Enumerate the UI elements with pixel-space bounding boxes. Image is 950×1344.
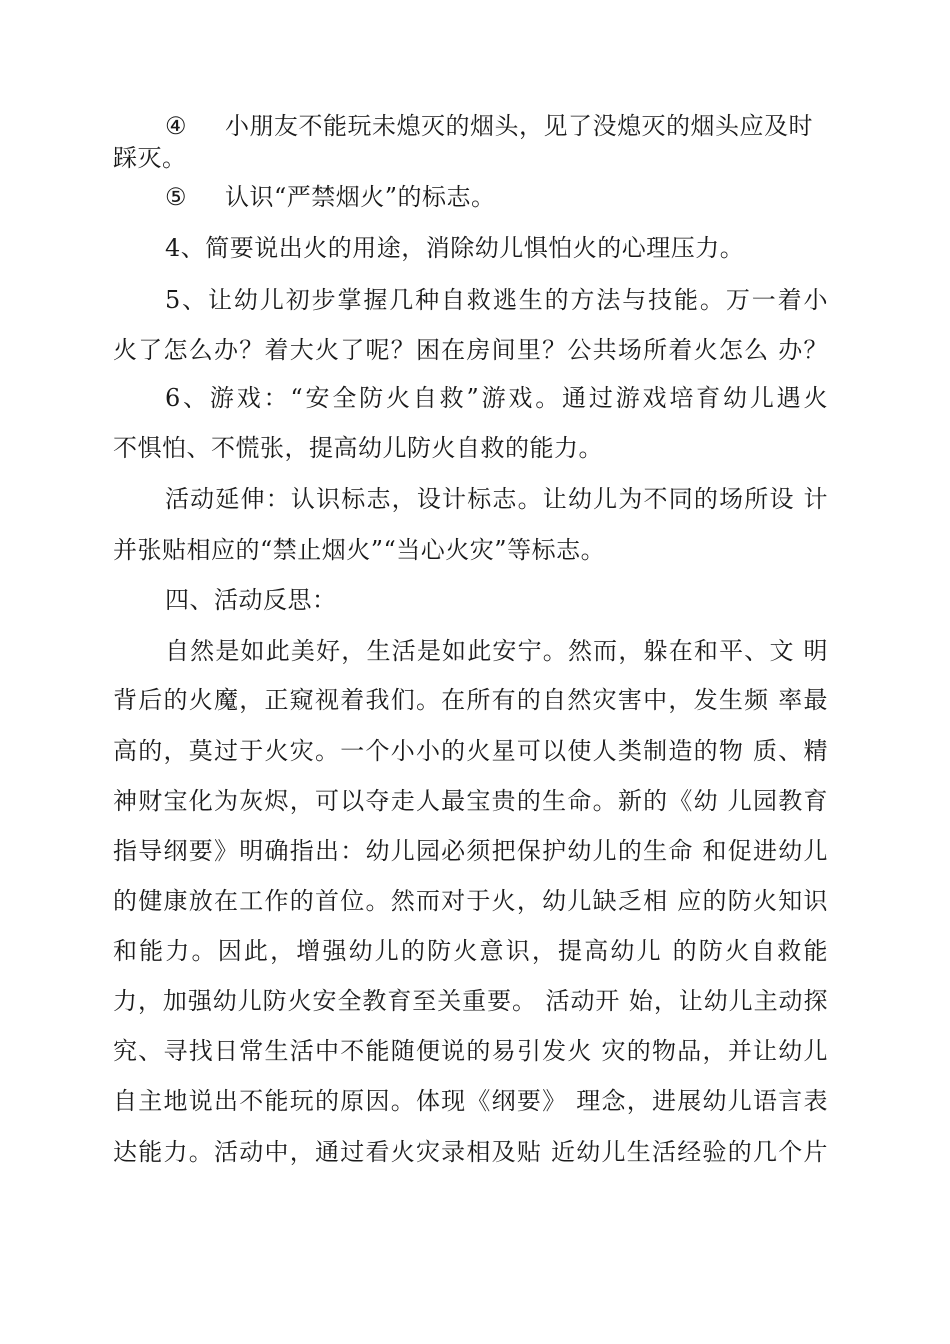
text-line: 指导纲要》明确指出：幼儿园必须把保护幼儿的生命 和促进幼儿: [113, 837, 828, 865]
paragraph-line: 活动延伸：认识标志，设计标志。让幼儿为不同的场所设 计: [165, 485, 828, 513]
text-line: 和能力。因此，增强幼儿的防火意识，提高幼儿 的防火自救能: [113, 937, 828, 965]
list-item-5: [165, 181, 828, 213]
line-text: 认识“严禁烟火”的标志。: [225, 183, 496, 211]
line-text: 小朋友不能玩未熄灭的烟头，见了没熄灭的烟头应及时: [225, 112, 813, 140]
paragraph-line: 5、让幼儿初步掌握几种自救逃生的方法与技能。万一着小: [165, 286, 828, 314]
list-item-4: [165, 110, 828, 142]
section-heading: 四、活动反思：: [165, 586, 337, 614]
text-line: 不惧怕、不慌张，提高幼儿防火自救的能力。: [113, 434, 603, 462]
circled-number-4: ④: [165, 112, 188, 140]
paragraph-line: 4、简要说出火的用途，消除幼儿惧怕火的心理压力。: [165, 234, 745, 262]
circled-number-5: ⑤: [165, 183, 188, 211]
text-line: 究、寻找日常生活中不能随便说的易引发火 灾的物品，并让幼儿: [113, 1037, 828, 1065]
paragraph-line: 自然是如此美好，生活是如此安宁。然而，躲在和平、文 明: [165, 637, 828, 665]
text-line: 的健康放在工作的首位。然而对于火，幼儿缺乏相 应的防火知识: [113, 887, 828, 915]
text-line: 高的，莫过于火灾。一个小小的火星可以使人类制造的物 质、精: [113, 737, 828, 765]
text-line: 火了怎么办？着大火了呢？困在房间里？公共场所着火怎么 办？: [113, 336, 828, 364]
text-line: 踩灭。: [113, 144, 187, 172]
text-line: 达能力。活动中，通过看火灾录相及贴 近幼儿生活经验的几个片: [113, 1138, 828, 1166]
text-line: 自主地说出不能玩的原因。体现《纲要》 理念，进展幼儿语言表: [113, 1087, 828, 1115]
text-line: 力，加强幼儿防火安全教育至关重要。 活动开 始，让幼儿主动探: [113, 987, 828, 1015]
paragraph-line: 6、游戏：“安全防火自救”游戏。通过游戏培育幼儿遇火: [165, 384, 828, 412]
text-line: 背后的火魔，正窥视着我们。在所有的自然灾害中，发生频 率最: [113, 686, 828, 714]
text-line: 并张贴相应的“禁止烟火”“当心火灾”等标志。: [113, 536, 606, 564]
text-line: 神财宝化为灰烬，可以夺走人最宝贵的生命。新的《幼 儿园教育: [113, 787, 828, 815]
